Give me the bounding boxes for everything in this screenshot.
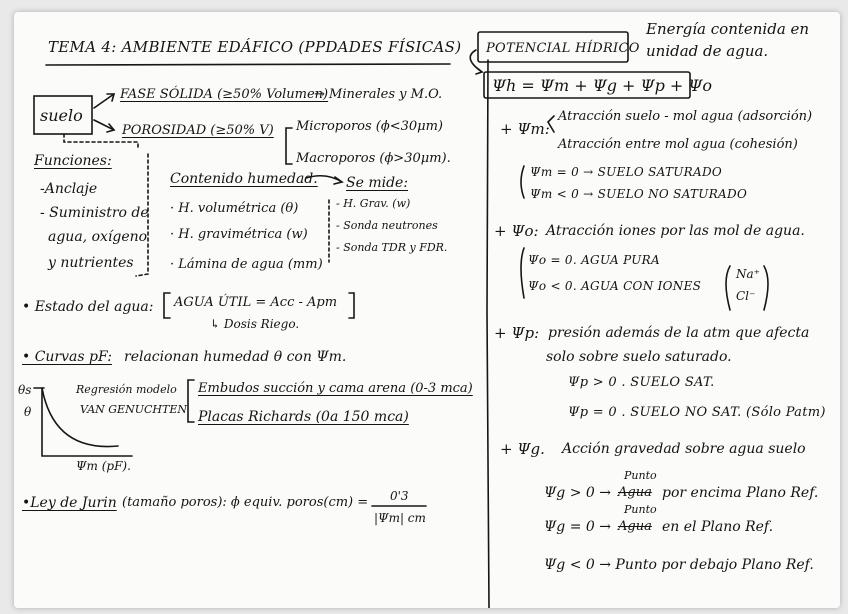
- psi-m-line2: Atracción entre mol agua (cohesión): [558, 137, 798, 152]
- se-mide-item: - Sonda neutrones: [336, 219, 438, 232]
- jurin-denominator: |Ψm| cm: [374, 511, 426, 525]
- psi-g-cond1-over: Punto: [624, 469, 657, 482]
- funcion-item: - Suministro de: [40, 205, 149, 221]
- porosidad: POROSIDAD (≥50% V): [122, 123, 274, 138]
- psi-g-cond3: Ψg < 0 → Punto por debajo Plano Ref.: [544, 557, 814, 573]
- graph-xlabel: Ψm (pF).: [76, 459, 131, 473]
- potencial-hidrico-box: POTENCIAL HÍDRICO: [486, 41, 640, 56]
- psi-g-cond2-struck: Agua: [618, 519, 652, 534]
- psi-o-ion1: Na⁺: [736, 267, 760, 281]
- se-mide-item: - Sonda TDR y FDR.: [336, 241, 448, 254]
- estado-label: • Estado del agua:: [22, 299, 154, 315]
- graph-model-1: Regresión modelo: [76, 383, 177, 396]
- funcion-item: agua, oxígeno: [48, 229, 148, 245]
- suelo-label: suelo: [40, 106, 83, 125]
- psi-p-cond1: Ψp > 0 . SUELO SAT.: [568, 375, 715, 390]
- psi-p-text1: presión además de la atm que afecta: [548, 325, 810, 341]
- jurin-text: (tamaño poros): ϕ equiv. poros(cm) =: [122, 495, 369, 510]
- fase-solida: FASE SÓLIDA (≥50% Volumen): [120, 87, 329, 102]
- jurin-label: •Ley de Jurin: [22, 495, 117, 511]
- placas-text: Placas Richards (0a 150 mca): [198, 409, 409, 425]
- graph-theta-s: θs: [18, 383, 32, 397]
- psi-m-label: + Ψm:: [500, 120, 550, 138]
- psi-g-label: + Ψg.: [500, 440, 545, 458]
- psi-g-cond1-struck: Agua: [618, 485, 652, 500]
- funciones-title: Funciones:: [34, 153, 112, 169]
- contenido-title: Contenido humedad.: [170, 171, 318, 187]
- curvas-label: • Curvas pF:: [22, 349, 112, 365]
- microporos: Microporos (ϕ<30μm): [296, 119, 443, 134]
- psi-g-cond2-over: Punto: [624, 503, 657, 516]
- graph-theta: θ: [24, 405, 32, 419]
- notes-page: [14, 12, 840, 608]
- jurin-numerator: 0'3: [390, 489, 409, 503]
- estado-sub: ↳ Dosis Riego.: [210, 317, 300, 331]
- fase-solida-tail: → Minerales y M.O.: [314, 87, 443, 102]
- graph-model-2: VAN GENUCHTEN: [80, 403, 187, 416]
- psi-p-label: + Ψp:: [494, 324, 540, 342]
- page-title: TEMA 4: AMBIENTE EDÁFICO (PPDADES FÍSICAS): [48, 38, 462, 56]
- psi-g-cond2-b: en el Plano Ref.: [662, 519, 774, 535]
- psi-g-text: Acción gravedad sobre agua suelo: [562, 441, 806, 457]
- curvas-text: relacionan humedad θ con Ψm.: [124, 349, 347, 365]
- psi-g-cond1-b: por encima Plano Ref.: [662, 485, 819, 501]
- psi-p-text2: solo sobre suelo saturado.: [546, 349, 732, 365]
- se-mide-title: Se mide:: [346, 175, 409, 191]
- psi-m-line1: Atracción suelo - mol agua (adsorción): [558, 109, 813, 124]
- psi-g-cond2-a: Ψg = 0 →: [544, 519, 611, 535]
- psi-o-cond1: Ψo = 0. AGUA PURA: [528, 253, 660, 267]
- macroporos: Macroporos (ϕ>30μm).: [296, 151, 451, 166]
- energia-line2: unidad de agua.: [646, 42, 769, 60]
- embudos-text: Embudos succión y cama arena (0-3 mca): [198, 381, 473, 396]
- energia-line1: Energía contenida en: [646, 20, 810, 38]
- se-mide-item: - H. Grav. (w): [336, 197, 411, 210]
- contenido-item: · H. gravimétrica (w): [170, 227, 308, 242]
- main-equation: Ψh = Ψm + Ψg + Ψp + Ψo: [492, 76, 713, 95]
- psi-o-ion2: Cl⁻: [736, 289, 756, 303]
- funcion-item: -Anclaje: [40, 181, 98, 197]
- psi-o-cond2: Ψo < 0. AGUA CON IONES: [528, 279, 702, 293]
- estado-formula: AGUA ÚTIL = Acc - Apm: [174, 295, 338, 310]
- funcion-item: y nutrientes: [48, 255, 134, 271]
- psi-m-cond1: Ψm = 0 → SUELO SATURADO: [530, 165, 723, 179]
- psi-o-text: Atracción iones por las mol de agua.: [546, 223, 805, 239]
- contenido-item: · H. volumétrica (θ): [170, 201, 299, 216]
- psi-p-cond2: Ψp = 0 . SUELO NO SAT. (Sólo Patm): [568, 405, 826, 420]
- psi-g-cond1-a: Ψg > 0 →: [544, 485, 611, 501]
- psi-m-cond2: Ψm < 0 → SUELO NO SATURADO: [530, 187, 748, 201]
- contenido-item: · Lámina de agua (mm): [170, 257, 323, 272]
- psi-o-label: + Ψo:: [494, 222, 539, 240]
